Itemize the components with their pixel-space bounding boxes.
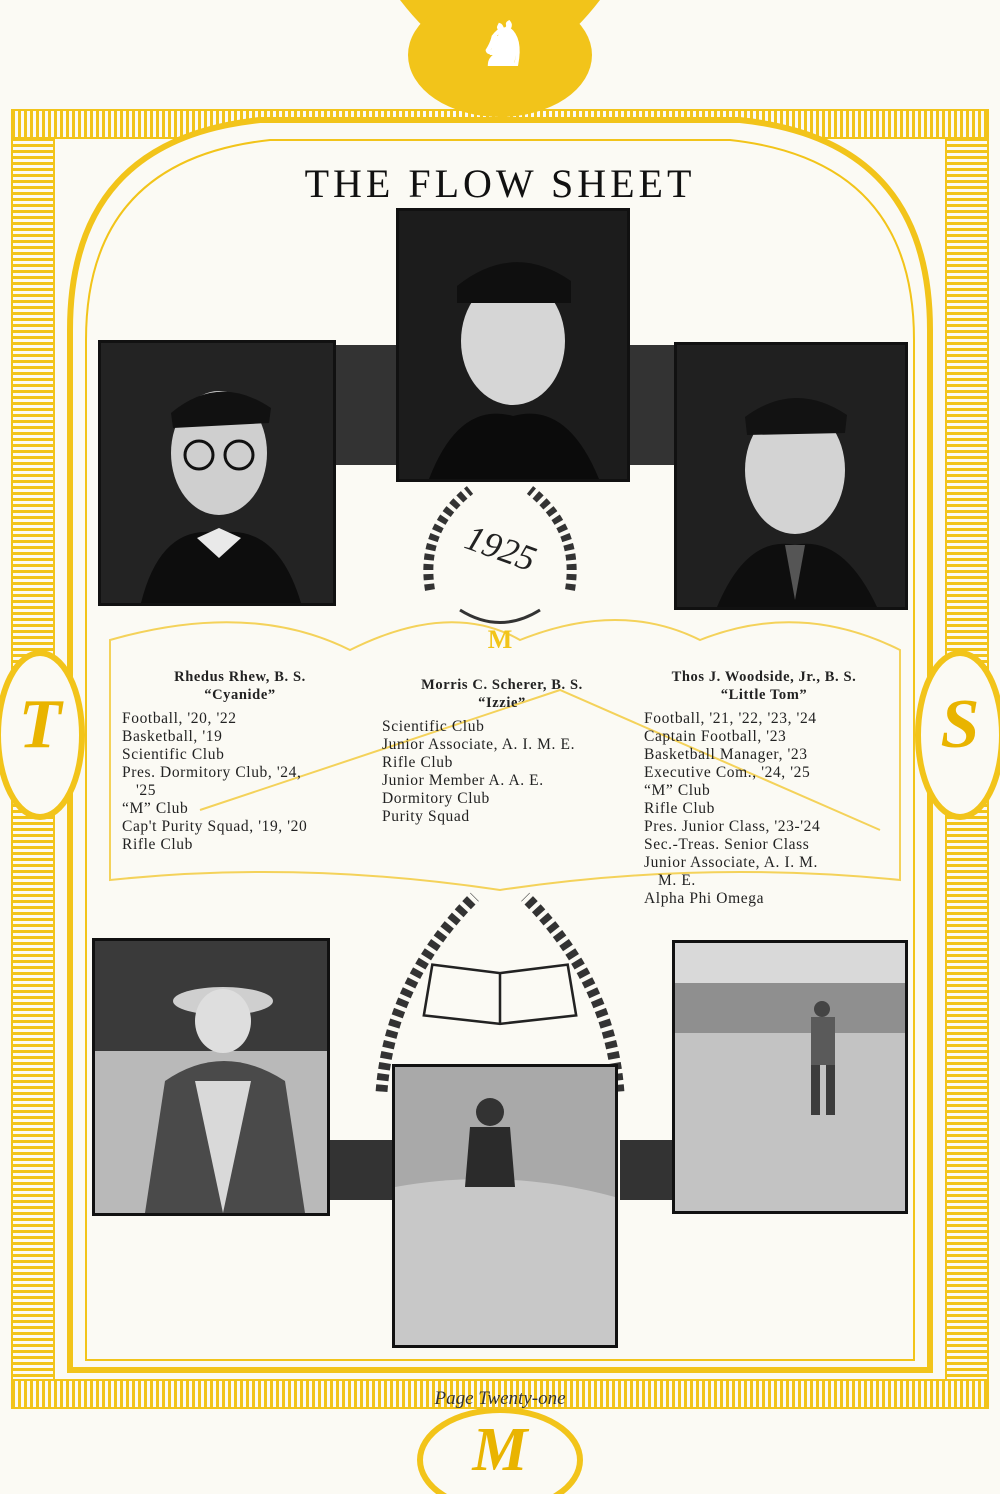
snapshot-scherer xyxy=(392,1064,618,1348)
portrait-scherer xyxy=(396,208,630,482)
portrait-woodside xyxy=(674,342,908,610)
activity-item: Alpha Phi Omega xyxy=(644,890,765,907)
snapshot-rhew xyxy=(92,938,330,1216)
activity-item: Basketball Manager, '23 xyxy=(644,746,808,763)
activity-item: Rifle Club xyxy=(382,754,454,771)
seal-letter: M xyxy=(487,625,513,650)
bio-rhew-name: Rhedus Rhew, B. S. xyxy=(174,669,306,685)
bio-scherer xyxy=(382,676,622,826)
activity-item: Basketball, '19 xyxy=(122,728,223,745)
activity-item: Scientific Club xyxy=(382,718,485,735)
activity-item: Rifle Club xyxy=(122,836,194,853)
snapshot-woodside xyxy=(672,940,908,1214)
left-monogram: T xyxy=(18,686,62,763)
activity-item: Football, '21, '22, '23, '24 xyxy=(644,710,817,727)
activity-item: Purity Squad xyxy=(382,808,470,825)
bio-rhew-nickname: “Cyanide” xyxy=(204,687,276,703)
bio-woodside xyxy=(644,668,884,908)
bio-scherer-nickname: “Izzie” xyxy=(478,695,526,711)
snapshot-woodside-image xyxy=(675,943,905,1211)
bio-scherer-activities xyxy=(382,718,622,826)
activity-item: Junior Associate, A. I. M. xyxy=(644,854,819,871)
activity-item: Rifle Club xyxy=(644,800,716,817)
snapshot-rhew-image xyxy=(95,941,327,1213)
portrait-rhew-image xyxy=(101,343,333,603)
activity-item: M. E. xyxy=(658,872,696,889)
activity-item: Scientific Club xyxy=(122,746,225,763)
bottom-monogram: M xyxy=(472,1416,528,1484)
activity-item: “M” Club xyxy=(122,800,189,817)
right-monogram: S xyxy=(940,686,980,763)
activity-item: Junior Member A. A. E. xyxy=(382,772,544,789)
bio-scherer-name: Morris C. Scherer, B. S. xyxy=(421,677,583,693)
activity-item: Football, '20, '22 xyxy=(122,710,237,727)
activity-item: Pres. Dormitory Club, '24, xyxy=(122,764,302,781)
activity-item: Executive Com., '24, '25 xyxy=(644,764,811,781)
activity-item: Captain Football, '23 xyxy=(644,728,787,745)
activity-item: “M” Club xyxy=(644,782,711,799)
snapshot-scherer-image xyxy=(395,1067,615,1345)
bio-woodside-nickname: “Little Tom” xyxy=(720,687,808,703)
activity-item: Sec.-Treas. Senior Class xyxy=(644,836,810,853)
portrait-woodside-image xyxy=(677,345,905,607)
page-title: THE FLOW SHEET xyxy=(304,161,696,206)
class-seal xyxy=(400,470,600,650)
activity-item: Dormitory Club xyxy=(382,790,490,807)
activity-item: Cap't Purity Squad, '19, '20 xyxy=(122,818,308,835)
activity-item: Junior Associate, A. I. M. E. xyxy=(382,736,576,753)
top-medallion-emblem: ♞ xyxy=(473,12,527,78)
page-number: Page Twenty-one xyxy=(434,1388,566,1409)
portrait-scherer-image xyxy=(399,211,627,479)
bio-woodside-name: Thos J. Woodside, Jr., B. S. xyxy=(671,669,857,685)
portrait-rhew xyxy=(98,340,336,606)
bio-woodside-activities xyxy=(644,710,884,908)
seal-year: 1925 xyxy=(460,517,542,580)
bio-rhew xyxy=(122,668,358,854)
bio-rhew-activities xyxy=(122,710,358,854)
activity-item: Pres. Junior Class, '23-'24 xyxy=(644,818,821,835)
activity-item: '25 xyxy=(136,782,157,799)
